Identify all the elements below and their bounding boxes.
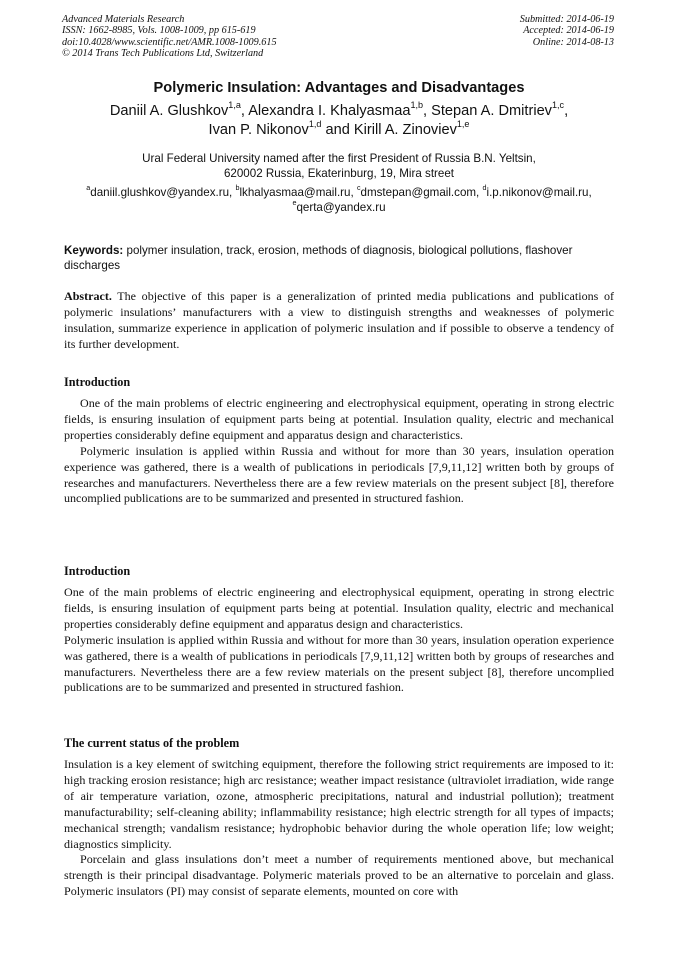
keywords — [64, 243, 614, 273]
author-separator: and — [321, 122, 354, 138]
abstract-text: The objective of this paper is a generalization of printed media publications and publications of polymeric insulations’ manufacturers with a view to distinguish strengths and weaknesses of polymeric insulation, summarize experience in application of polymeric insulation and if possible to observe a tendency of its further development. — [64, 289, 614, 351]
email-mark: e — [292, 198, 297, 208]
author-name: Alexandra I. Khalyasmaa — [248, 103, 411, 119]
online-date: Online: 2014-08-13 — [532, 36, 614, 48]
author-separator: , — [564, 103, 569, 119]
affiliation — [60, 151, 618, 181]
email-separator: , — [229, 186, 236, 199]
keywords-text: polymer insulation, track, erosion, methods of diagnosis, biological pollutions, flashover discharges — [64, 244, 573, 272]
author-affiliation-mark: 1,c — [551, 100, 565, 111]
submitted-date: Submitted: 2014-06-19 — [519, 14, 614, 25]
author-name: Daniil A. Glushkov — [109, 103, 229, 119]
accepted-date: Accepted: 2014-06-19 — [523, 25, 614, 37]
email-mark: c — [356, 183, 361, 193]
email-mark: b — [235, 183, 240, 193]
paragraph: Insulation is a key element of switching equipment, therefore the following strict requirements are imposed to it: high tracking erosion resistance; high arc resistance; weather impact resistance (ultraviolet irradiation, wide range of air temperature variation, ozone, atmospheric precipitations, natural and industrial pollution); treatment manufacturability; self-cleaning ability; inflammability resistance; high electric strength for all types of impacts; mechanical strength; vandalism resistance; hydrophobic behavior during the whole operation life; low weight; diagnostics simplicity. — [64, 757, 614, 851]
journal-name: Advanced Materials Research — [62, 14, 185, 25]
abstract — [64, 289, 614, 353]
email-separator: , — [476, 186, 483, 199]
affiliation-line: 620002 Russia, Ekaterinburg, 19, Mira street — [223, 167, 455, 180]
section-heading: Introduction — [64, 375, 131, 389]
author-affiliation-mark: 1,d — [308, 119, 322, 130]
section-current-status — [64, 735, 614, 900]
email-separator: , — [588, 186, 592, 199]
section-introduction-2 — [64, 563, 614, 696]
section-heading: Introduction — [64, 564, 131, 578]
author-affiliation-mark: 1,a — [228, 100, 241, 111]
paragraph: Porcelain and glass insulations don’t meet a number of requirements mentioned above, but mechanical strength is their principal disadvantage. Polymeric materials proved to be an alternative to porcelain and glass. Polymeric insulators (PI) may consist of separate elements, mounted on core with — [64, 852, 614, 899]
author-separator: , — [423, 103, 432, 119]
author-affiliation-mark: 1,b — [410, 100, 424, 111]
keywords-label: Keywords: — [64, 244, 124, 257]
publication-dates — [520, 14, 614, 48]
paragraph: Polymeric insulation is applied within Russia and without for more than 30 years, insulation operation experience was gathered, there is a wealth of publications in periodicals [7,9,11,12] written both by groups of researches and manufacturers. Nevertheless there are a few review materials on the present subject [8], therefore uncomplied publications are to be summarized and presented in structured fashion. — [64, 443, 614, 506]
email-link[interactable]: qerta@yandex.ru — [296, 201, 386, 214]
email-link[interactable]: daniil.glushkov@yandex.ru — [90, 186, 230, 199]
paper-title: Polymeric Insulation: Advantages and Disadvantages — [153, 80, 525, 96]
section-heading: The current status of the problem — [64, 736, 240, 750]
paragraph: One of the main problems of electric engineering and electrophysical equipment, operating in strong electric fields, is ensuring insulation of equipment parts being at potential. Insulation quality, electric and mechanical properties considerably define equipment and apparatus design and characteristics. — [64, 585, 614, 631]
email-separator: , — [350, 186, 357, 199]
abstract-label: Abstract. — [64, 289, 112, 303]
issn-line: ISSN: 1662-8985, Vols. 1008-1009, pp 615-619 — [62, 25, 256, 37]
author-list — [40, 102, 638, 140]
copyright-line: © 2014 Trans Tech Publications Ltd, Switzerland — [62, 48, 264, 60]
doi-line: doi:10.4028/www.scientific.net/AMR.1008-1009.615 — [62, 36, 277, 48]
section-introduction-1 — [64, 374, 614, 507]
journal-info — [62, 14, 277, 60]
email-mark: a — [86, 183, 91, 193]
author-name: Ivan P. Nikonov — [208, 122, 309, 138]
paragraph: Polymeric insulation is applied within Russia and without for more than 30 years, insulation operation experience was gathered, there is a wealth of publications in periodicals [7,9,11,12] written both by groups of researches and manufacturers. Nevertheless there are a few review materials on the present subject [8], therefore uncomplied publications are to be summarized and presented in structured fashion. — [64, 632, 614, 695]
paragraph: One of the main problems of electric engineering and electrophysical equipment, operating in strong electric fields, is ensuring insulation of equipment parts being at potential. Insulation quality, electric and mechanical properties considerably define equipment and apparatus design and characteristics. — [64, 396, 614, 442]
author-name: Kirill A. Zinoviev — [353, 122, 457, 138]
author-name: Stepan A. Dmitriev — [431, 103, 552, 119]
email-link[interactable]: i.p.nikonov@mail.ru — [486, 186, 589, 199]
abstract-paragraph — [64, 289, 614, 353]
author-separator: , — [240, 103, 249, 119]
affiliation-line: Ural Federal University named after the first President of Russia B.N. Yeltsin, — [142, 152, 536, 165]
email-mark: d — [482, 183, 487, 193]
email-link[interactable]: lkhalyasmaa@mail.ru — [239, 186, 351, 199]
email-link[interactable]: dmstepan@gmail.com — [360, 186, 477, 199]
author-affiliation-mark: 1,e — [456, 119, 470, 130]
author-emails — [58, 185, 620, 215]
